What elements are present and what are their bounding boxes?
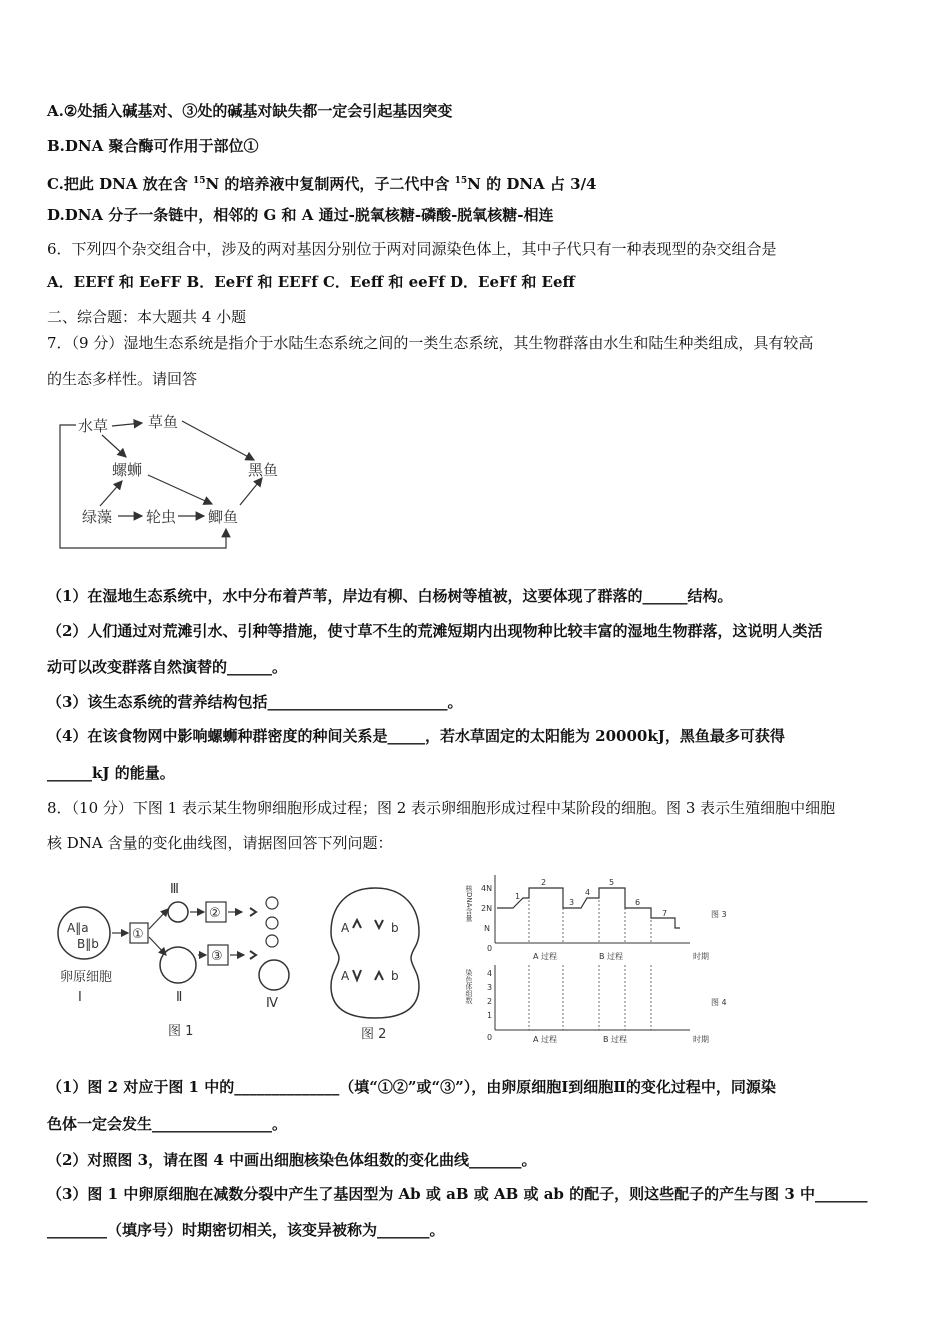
node-shuicao: 水草 (78, 417, 109, 435)
fig4-process-b: B 过程 (603, 1035, 628, 1044)
fig4-ytick-2: 2 (487, 997, 493, 1006)
q7-stem-line2: 的生态多样性。请回答 (47, 370, 198, 388)
q6-options: A．EEFf 和 EeFF B．EeFf 和 EEFf C．Eeff 和 eeFf D．EeFf 和 Eeff (47, 273, 575, 291)
q7-sub4-line1: （4）在该食物网中影响螺蛳种群密度的种间关系是_____，若水草固定的太阳能为 20000kJ，黑鱼最多可获得 (47, 727, 785, 745)
q5-option-c (47, 171, 596, 194)
q8-sub2: （2）对照图 3，请在图 4 中画出细胞核染色体组数的变化曲线_______。 (47, 1151, 537, 1169)
option-letter: A. (47, 102, 64, 120)
option-text-post: N 的 DNA 占 3/4 (467, 175, 597, 193)
q8-sub3-line2: ________（填序号）时期密切相关，该变异被称为_______。 (47, 1221, 445, 1239)
q5-option-d (47, 205, 554, 225)
food-web-diagram (50, 405, 310, 560)
roman-II: Ⅱ (176, 990, 183, 1005)
fig3-stage-4: 4 (585, 888, 591, 897)
arrow-lvzao-luosi (100, 481, 122, 506)
fig3-origin: 0 (487, 944, 493, 953)
q7-stem-line1: 7．（9 分）湿地生态系统是指介于水陆生态系统之间的一类生态系统，其生物群落由水生和陆生种类组成，具有较高 (47, 334, 814, 352)
fig3-stage-7: 7 (662, 909, 668, 918)
arrow-step1-III (149, 909, 168, 929)
fig3-stage-6: 6 (635, 898, 641, 907)
q6-stem: 6．下列四个杂交组合中，涉及的两对基因分别位于两对同源染色体上，其中子代只有一种表现型的杂交组合是 (47, 240, 777, 258)
fig4-ylabel: 染色体组数 (465, 969, 473, 1004)
figure-1-oogenesis (50, 875, 310, 1045)
roman-III: Ⅲ (170, 882, 179, 897)
arrow-jiyu-heiyu (240, 478, 262, 505)
figure-1-label: 图 1 (168, 1024, 194, 1039)
node-lunchong: 轮虫 (146, 508, 177, 526)
step1-label: ① (132, 927, 144, 942)
fig4-process-a: A 过程 (533, 1035, 558, 1044)
step2-label: ② (209, 906, 221, 921)
option-letter: D. (47, 206, 65, 224)
gene-A-top: A (341, 921, 350, 935)
oogonium-label: 卵原细胞 (60, 970, 113, 985)
q7-sub4-line2: ______kJ 的能量。 (47, 764, 175, 782)
cell-II (160, 947, 196, 983)
arrow-shuicao-jiyu (60, 425, 226, 548)
option-letter: C. (47, 175, 64, 193)
node-jiyu: 鲫鱼 (208, 508, 239, 526)
roman-IV: Ⅳ (266, 996, 278, 1011)
arrow-luosi-jiyu (148, 475, 212, 504)
gene-b-bottom: b (391, 969, 399, 983)
roman-I: Ⅰ (78, 990, 82, 1005)
chromosome (353, 920, 361, 928)
fig3-ytick-4n: 4N (481, 884, 493, 893)
polar-body (266, 897, 278, 909)
polar-body (266, 917, 278, 929)
fig4-xlabel: 时期 (693, 1035, 709, 1044)
q5-option-b (47, 136, 259, 156)
node-luosi: 螺蛳 (112, 461, 143, 479)
fig4-ytick-1: 1 (487, 1011, 493, 1020)
chromosome (375, 920, 383, 928)
gene-b-top: b (391, 921, 399, 935)
polar-body (266, 935, 278, 947)
fig3-stage-1: 1 (515, 892, 521, 901)
fig3-ylabel: 核DNA含量 (465, 885, 473, 922)
q7-sub1: （1）在湿地生态系统中，水中分布着芦苇，岸边有柳、白杨树等植被，这要体现了群落的______结构。 (47, 587, 733, 605)
fig3-ytick-n: N (484, 924, 490, 933)
gene-A-bottom: A (341, 969, 350, 983)
option-letter: B. (47, 137, 65, 155)
fig4-origin: 0 (487, 1033, 493, 1042)
fig3-xlabel: 时期 (693, 952, 709, 961)
genes-bottom-label: B‖b (77, 937, 99, 951)
figure-3-4-charts (465, 865, 740, 1050)
node-caoyu: 草鱼 (148, 413, 179, 431)
q7-sub3: （3）该生态系统的营养结构包括________________________。 (47, 693, 463, 711)
arrow-shuicao-luosi (102, 435, 126, 457)
isotope-superscript: 15 (454, 176, 468, 186)
genes-top-label: A‖a (67, 921, 89, 935)
step3-label: ③ (211, 949, 223, 964)
fig4-ytick-4: 4 (487, 969, 493, 978)
option-text-pre: 把此 DNA 放在含 (63, 175, 193, 193)
fig4-ytick-3: 3 (487, 983, 493, 992)
cell-III (168, 902, 188, 922)
section-title: 二、综合题：本大题共 4 小题 (47, 308, 247, 326)
q8-sub3-line1: （3）图 1 中卵原细胞在减数分裂中产生了基因型为 Ab 或 aB 或 AB 或 ab 的配子，则这些配子的产生与图 3 中_______ (47, 1185, 868, 1203)
figure-2-cell (325, 880, 425, 1045)
fig3-process-a: A 过程 (533, 952, 558, 961)
q7-sub2-line1: （2）人们通过对荒滩引水、引种等措施，使寸草不生的荒滩短期内出现物种比较丰富的湿地生物群落，这说明人类活 (47, 622, 823, 640)
node-lvzao: 绿藻 (82, 508, 113, 526)
fig3-stage-3: 3 (569, 898, 575, 907)
node-heiyu: 黑鱼 (248, 461, 279, 479)
cell-IV (259, 960, 289, 990)
option-text-mid: N 的培养液中复制两代，子二代中含 (205, 175, 455, 193)
option-text: DNA 分子一条链中，相邻的 G 和 A 通过-脱氧核糖-磷酸-脱氧核糖-相连 (64, 206, 554, 224)
option-text: ②处插入碱基对、③处的碱基对缺失都一定会引起基因突变 (63, 102, 453, 120)
q8-stem-line2: 核 DNA 含量的变化曲线图，请据图回答下列问题： (47, 834, 393, 852)
figure-3-label: 图 3 (711, 910, 727, 919)
chromosome (353, 970, 361, 980)
q8-sub1-line1: （1）图 2 对应于图 1 中的______________（填“①②”或“③”），由卵原细胞Ⅰ到细胞Ⅱ的变化过程中，同源染 (47, 1078, 776, 1096)
fig3-stage-5: 5 (609, 878, 615, 887)
fig3-ytick-2n: 2N (481, 904, 493, 913)
figure-4-label: 图 4 (711, 998, 727, 1007)
q8-stem-line1: 8．（10 分）下图 1 表示某生物卵细胞形成过程；图 2 表示卵细胞形成过程中某阶段的细胞。图 3 表示生殖细胞中细胞 (47, 799, 836, 817)
fig3-stage-2: 2 (541, 878, 547, 887)
q8-sub1-line2: 色体一定会发生________________。 (47, 1115, 288, 1133)
fig3-process-b: B 过程 (599, 952, 624, 961)
polar-body-spindle (250, 908, 256, 916)
arrow-caoyu-heiyu (182, 421, 254, 460)
egg-spindle (250, 951, 256, 959)
q5-option-a (47, 101, 452, 121)
arrow-shuicao-caoyu (112, 423, 142, 426)
arrow-step1-II (149, 937, 166, 955)
chromosome (375, 972, 383, 980)
q7-sub2-line2: 动可以改变群落自然演替的______。 (47, 658, 288, 676)
figure-2-label: 图 2 (361, 1027, 387, 1042)
option-text: DNA 聚合酶可作用于部位① (64, 137, 259, 155)
cell-membrane (331, 888, 419, 1018)
isotope-superscript: 15 (192, 176, 206, 186)
